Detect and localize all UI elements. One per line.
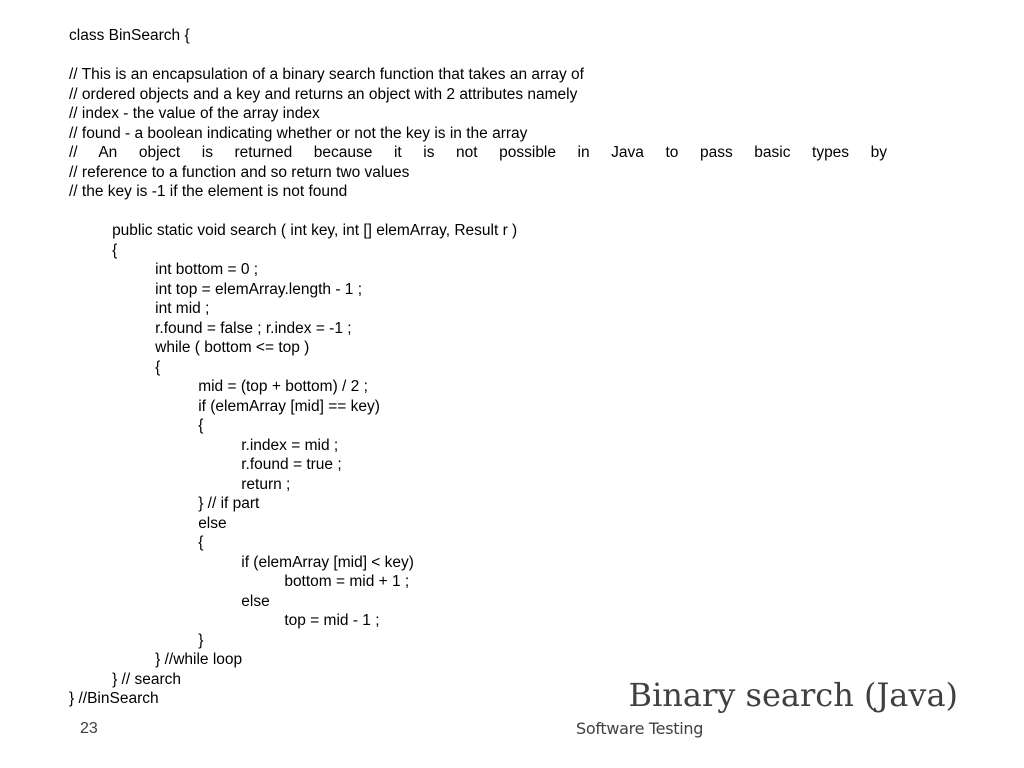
code-line: {	[69, 417, 204, 434]
code-line: class BinSearch {	[69, 27, 190, 44]
code-line: public static void search ( int key, int [] elemArray, Result r )	[69, 222, 518, 239]
code-line: r.index = mid ;	[69, 436, 339, 454]
code-line: // index - the value of the array index	[69, 105, 320, 122]
code-line: {	[69, 358, 161, 376]
slide-title: Binary search (Java)	[628, 676, 958, 714]
code-line: else	[69, 592, 270, 610]
code-line: } //BinSearch	[69, 690, 159, 707]
code-line: {	[69, 534, 204, 551]
code-line: // An object is returned because it is not possible in Java to pass basic types by	[69, 144, 887, 161]
code-line: int top = elemArray.length - 1 ;	[69, 280, 363, 298]
page-number: 23	[80, 720, 98, 737]
code-line	[69, 202, 889, 222]
code-line: }	[69, 631, 204, 649]
code-line: // reference to a function and so return two values	[69, 163, 410, 181]
code-line: int bottom = 0 ;	[69, 261, 259, 278]
code-line: // the key is -1 if the element is not found	[69, 183, 348, 200]
code-line: if (elemArray [mid] == key)	[69, 397, 380, 415]
code-line: } //while loop	[69, 651, 243, 668]
code-line: mid = (top + bottom) / 2 ;	[69, 378, 368, 395]
code-line: // ordered objects and a key and returns an object with 2 attributes namely	[69, 85, 578, 103]
code-line: } // if part	[69, 495, 260, 512]
code-line: {	[69, 241, 118, 259]
code-line: // found - a boolean indicating whether or not the key is in the array	[69, 124, 528, 142]
code-line: bottom = mid + 1 ;	[69, 573, 410, 590]
footer-text: Software Testing	[576, 719, 704, 738]
code-block	[69, 26, 889, 709]
code-line: if (elemArray [mid] < key)	[69, 553, 414, 571]
code-line	[69, 46, 889, 66]
code-line: return ;	[69, 475, 291, 493]
code-line: int mid ;	[69, 300, 210, 317]
code-line: top = mid - 1 ;	[69, 612, 380, 629]
code-line: // This is an encapsulation of a binary search function that takes an array of	[69, 66, 584, 83]
code-line: } // search	[69, 670, 181, 688]
code-line: r.found = true ;	[69, 456, 342, 473]
code-line: else	[69, 514, 227, 532]
code-line: r.found = false ; r.index = -1 ;	[69, 319, 352, 337]
code-line: while ( bottom <= top )	[69, 339, 310, 356]
